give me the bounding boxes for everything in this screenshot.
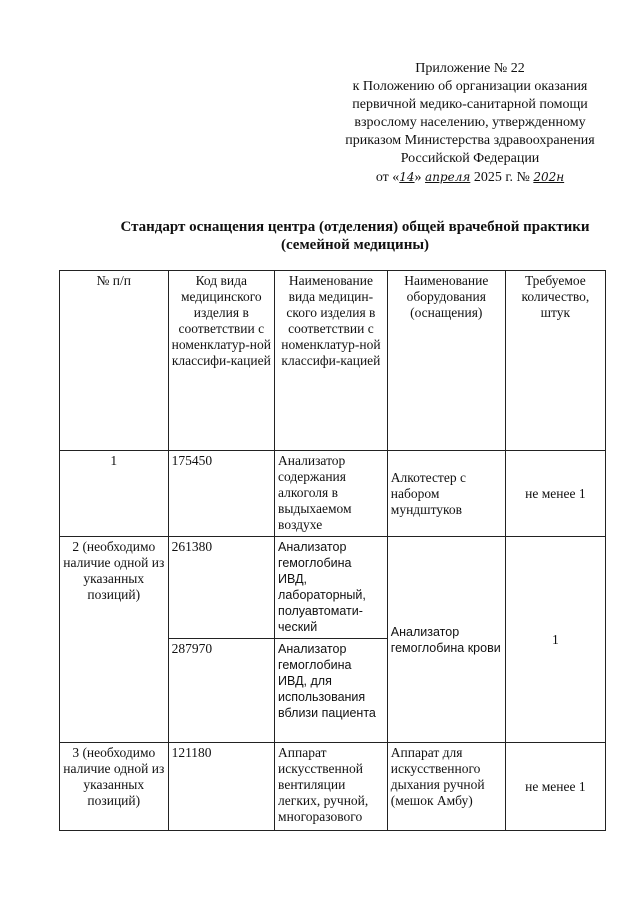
device-kind: Аппарат искусственной вентиляции легких, ручной, многоразового (275, 743, 388, 831)
device-code: 175450 (168, 451, 274, 537)
document-title: Стандарт оснащения центра (отделения) общей врачебной практики (семейной медицины) (120, 219, 590, 253)
order-number-handwritten: 202н (533, 170, 565, 184)
order-date-line: от «14» апреля 2025 г. № 202н (375, 170, 565, 185)
row-number: 2 (необходимо наличие одной из указанных позиций) (60, 537, 169, 743)
appendix-number: Приложение № 22 (415, 61, 525, 76)
table-row (60, 743, 606, 831)
appendix-header (330, 60, 610, 187)
header-line: взрослому населению, утвержденному (354, 115, 586, 130)
header-line: к Положению об организации оказания (352, 79, 588, 94)
equipment-standard-table (59, 270, 606, 831)
device-kind: Анализатор гемоглобина ИВД, лабораторный, полуавтомати-ческий (275, 537, 388, 639)
table-row (60, 537, 606, 639)
device-kind: Анализатор содержания алкоголя в выдыхаемом воздухе (275, 451, 388, 537)
required-quantity: 1 (505, 537, 605, 743)
date-day-handwritten: 14 (399, 170, 415, 184)
equipment-name: Анализатор гемоглобина крови (387, 537, 505, 743)
column-header: Код вида медицинского изделия в соответствии с номенклатур-ной классифи-кацией (168, 271, 274, 451)
date-month-handwritten: апреля (425, 170, 471, 184)
column-header: Наименование оборудования (оснащения) (387, 271, 505, 451)
header-line: приказом Министерства здравоохранения (345, 133, 595, 148)
device-kind: Анализатор гемоглобина ИВД, для использования вблизи пациента (275, 639, 388, 743)
device-code: 261380 (168, 537, 274, 639)
device-code: 287970 (168, 639, 274, 743)
column-header: № п/п (60, 271, 169, 451)
table-row (60, 451, 606, 537)
row-number: 1 (60, 451, 169, 537)
equipment-name: Алкотестер с набором мундштуков (387, 451, 505, 537)
required-quantity: не менее 1 (505, 451, 605, 537)
column-header: Наименование вида медицин-ского изделия в соответствии с номенклатур-ной классифи-кацией (275, 271, 388, 451)
row-number: 3 (необходимо наличие одной из указанных позиций) (60, 743, 169, 831)
column-header: Требуемое количество, штук (505, 271, 605, 451)
header-line: первичной медико-санитарной помощи (352, 97, 588, 112)
required-quantity: не менее 1 (505, 743, 605, 831)
header-line: Российской Федерации (400, 151, 540, 166)
equipment-name: Аппарат для искусственного дыхания ручной (мешок Амбу) (387, 743, 505, 831)
device-code: 121180 (168, 743, 274, 831)
table-header-row (60, 271, 606, 451)
